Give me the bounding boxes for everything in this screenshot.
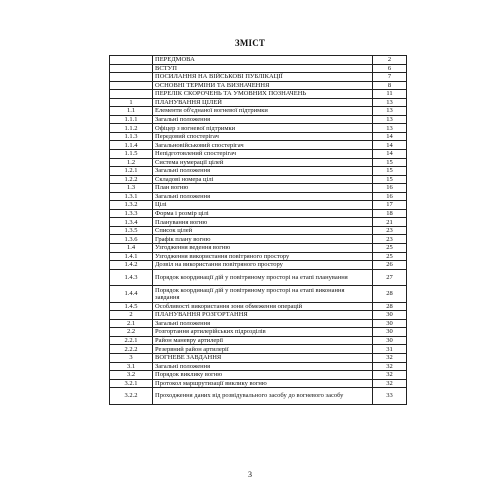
toc-page-number: 32 — [373, 379, 407, 388]
toc-page-number: 30 — [373, 311, 407, 320]
toc-row — [110, 269, 407, 286]
toc-section-number: 2.2 — [110, 328, 153, 337]
toc-row — [110, 252, 407, 261]
table-of-contents — [109, 55, 407, 405]
toc-section-title: Форма і розмір цілі — [153, 209, 373, 218]
toc-page-number: 2 — [373, 56, 407, 65]
toc-section-title: Загальні положення — [153, 192, 373, 201]
toc-page-number: 32 — [373, 362, 407, 371]
toc-section-number: 1.1.1 — [110, 115, 153, 124]
toc-page-number: 28 — [373, 302, 407, 311]
toc-row — [110, 345, 407, 354]
toc-section-number: 1.1 — [110, 107, 153, 116]
toc-section-title: План вогню — [153, 184, 373, 193]
toc-row — [110, 64, 407, 73]
toc-row — [110, 311, 407, 320]
toc-row — [110, 302, 407, 311]
toc-page-number: 15 — [373, 167, 407, 176]
toc-row — [110, 336, 407, 345]
toc-body — [110, 56, 407, 405]
toc-page-number: 7 — [373, 73, 407, 82]
toc-row — [110, 388, 407, 405]
toc-section-title: Загальновійськовий спостерігач — [153, 141, 373, 150]
page-title: ЗМІСТ — [234, 38, 266, 48]
toc-section-number: 1.4 — [110, 244, 153, 253]
toc-page-number: 8 — [373, 81, 407, 90]
toc-row — [110, 73, 407, 82]
toc-section-title: Загальні положення — [153, 115, 373, 124]
toc-page-number: 15 — [373, 158, 407, 167]
toc-row — [110, 56, 407, 65]
toc-section-number: 2.1 — [110, 319, 153, 328]
toc-section-title: Передовий спостерігач — [153, 132, 373, 141]
toc-row — [110, 107, 407, 116]
toc-section-number — [110, 56, 153, 65]
toc-row — [110, 115, 407, 124]
toc-row — [110, 90, 407, 99]
toc-row — [110, 362, 407, 371]
toc-section-number: 3.2.1 — [110, 379, 153, 388]
toc-row — [110, 132, 407, 141]
toc-section-number: 3.2 — [110, 371, 153, 380]
toc-section-title: Район маневру артилерії — [153, 336, 373, 345]
toc-page-number: 26 — [373, 261, 407, 270]
toc-section-title: Планування вогню — [153, 218, 373, 227]
toc-section-title: Офіцер з вогневої підтримки — [153, 124, 373, 133]
toc-section-number: 1.3.4 — [110, 218, 153, 227]
toc-section-number: 2 — [110, 311, 153, 320]
toc-row — [110, 328, 407, 337]
toc-page-number: 18 — [373, 209, 407, 218]
toc-section-title: Дозвіл на використання повітряного простору — [153, 261, 373, 270]
toc-section-number: 1.4.5 — [110, 302, 153, 311]
toc-section-title: Загальні положення — [153, 362, 373, 371]
toc-row — [110, 81, 407, 90]
toc-row — [110, 158, 407, 167]
toc-section-number: 1.2 — [110, 158, 153, 167]
toc-section-number: 1.4.2 — [110, 261, 153, 270]
toc-section-title: Узгодження ведення вогню — [153, 244, 373, 253]
toc-section-number: 1.3.5 — [110, 226, 153, 235]
toc-section-title: ПЛАНУВАННЯ ЦІЛЕЙ — [153, 98, 373, 107]
toc-row — [110, 319, 407, 328]
toc-row — [110, 209, 407, 218]
toc-section-title: Непідготовлений спостерігач — [153, 150, 373, 159]
toc-section-title: Резервний район артилерії — [153, 345, 373, 354]
toc-section-number: 1.1.2 — [110, 124, 153, 133]
toc-section-title: Порядок виклику вогню — [153, 371, 373, 380]
toc-row — [110, 175, 407, 184]
toc-section-number: 1 — [110, 98, 153, 107]
toc-page-number: 33 — [373, 388, 407, 405]
toc-page-number: 14 — [373, 141, 407, 150]
toc-page-number: 15 — [373, 175, 407, 184]
toc-section-number — [110, 81, 153, 90]
toc-section-number: 2.2.2 — [110, 345, 153, 354]
toc-section-number: 1.3 — [110, 184, 153, 193]
toc-section-title: Графік плану вогню — [153, 235, 373, 244]
toc-section-title: Загальні положення — [153, 319, 373, 328]
toc-section-title: Розгортання артилерійських підрозділів — [153, 328, 373, 337]
toc-section-number: 1.1.4 — [110, 141, 153, 150]
toc-section-title: Порядок координації дій у повітряному просторі на етапі виконання завдання — [153, 286, 373, 303]
toc-page-number: 30 — [373, 319, 407, 328]
toc-page-number: 16 — [373, 192, 407, 201]
toc-page-number: 13 — [373, 107, 407, 116]
toc-row — [110, 201, 407, 210]
toc-section-number: 1.2.2 — [110, 175, 153, 184]
toc-page-number: 23 — [373, 235, 407, 244]
toc-page-number: 30 — [373, 328, 407, 337]
toc-row — [110, 379, 407, 388]
toc-row — [110, 98, 407, 107]
toc-page-number: 11 — [373, 90, 407, 99]
toc-section-number: 1.3.3 — [110, 209, 153, 218]
toc-row — [110, 371, 407, 380]
toc-section-title: ОСНОВНІ ТЕРМІНИ ТА ВИЗНАЧЕННЯ — [153, 81, 373, 90]
toc-page-number: 30 — [373, 336, 407, 345]
toc-section-number — [110, 73, 153, 82]
toc-section-number: 3.1 — [110, 362, 153, 371]
toc-row — [110, 244, 407, 253]
toc-section-number: 3 — [110, 353, 153, 362]
toc-page-number: 25 — [373, 244, 407, 253]
toc-section-number: 2.2.1 — [110, 336, 153, 345]
toc-section-title: ПЛАНУВАННЯ РОЗГОРТАННЯ — [153, 311, 373, 320]
toc-section-number — [110, 90, 153, 99]
toc-page-number: 14 — [373, 132, 407, 141]
toc-section-title: Протокол маршрутизації виклику вогню — [153, 379, 373, 388]
toc-section-title: Список цілей — [153, 226, 373, 235]
toc-section-title: ПЕРЕЛІК СКОРОЧЕНЬ ТА УМОВНИХ ПОЗНАЧЕНЬ — [153, 90, 373, 99]
toc-section-title: Система нумерації цілей — [153, 158, 373, 167]
toc-section-number: 1.4.1 — [110, 252, 153, 261]
toc-page-number: 16 — [373, 184, 407, 193]
toc-row — [110, 286, 407, 303]
toc-row — [110, 124, 407, 133]
toc-row — [110, 218, 407, 227]
toc-section-title: Особливості використання зони обмеження операцій — [153, 302, 373, 311]
toc-page-number: 13 — [373, 115, 407, 124]
toc-page-number: 31 — [373, 345, 407, 354]
toc-section-title: ПЕРЕДМОВА — [153, 56, 373, 65]
toc-section-title: ВОГНЕВЕ ЗАВДАННЯ — [153, 353, 373, 362]
toc-row — [110, 353, 407, 362]
toc-section-title: Елементи об'єднаної вогневої підтримки — [153, 107, 373, 116]
toc-page-number: 25 — [373, 252, 407, 261]
toc-page-number: 32 — [373, 371, 407, 380]
toc-row — [110, 167, 407, 176]
toc-section-number: 1.1.5 — [110, 150, 153, 159]
toc-row — [110, 184, 407, 193]
toc-row — [110, 150, 407, 159]
toc-section-title: Складові номера цілі — [153, 175, 373, 184]
toc-section-number: 1.4.3 — [110, 269, 153, 286]
toc-section-number: 1.3.1 — [110, 192, 153, 201]
toc-row — [110, 261, 407, 270]
toc-section-title: Порядок координації дій у повітряному просторі на етапі планування — [153, 269, 373, 286]
toc-section-title: ВСТУП — [153, 64, 373, 73]
toc-section-number: 1.3.2 — [110, 201, 153, 210]
toc-page-number: 27 — [373, 269, 407, 286]
page-number: 3 — [248, 470, 252, 479]
toc-row — [110, 141, 407, 150]
toc-section-title: Цілі — [153, 201, 373, 210]
toc-section-title: ПОСИЛАННЯ НА ВІЙСЬКОВІ ПУБЛІКАЦІЇ — [153, 73, 373, 82]
toc-section-title: Узгодження використання повітряного простору — [153, 252, 373, 261]
toc-page-number: 17 — [373, 201, 407, 210]
toc-page-number: 13 — [373, 98, 407, 107]
toc-section-title: Загальні положення — [153, 167, 373, 176]
toc-section-number: 3.2.2 — [110, 388, 153, 405]
toc-section-title: Проходження даних від розвідувального засобу до вогневого засобу — [153, 388, 373, 405]
toc-page-number: 23 — [373, 226, 407, 235]
toc-page-number: 32 — [373, 353, 407, 362]
toc-row — [110, 235, 407, 244]
toc-section-number: 1.2.1 — [110, 167, 153, 176]
toc-page-number: 28 — [373, 286, 407, 303]
toc-page-number: 13 — [373, 124, 407, 133]
toc-page-number: 6 — [373, 64, 407, 73]
toc-page-number: 21 — [373, 218, 407, 227]
toc-section-number: 1.1.3 — [110, 132, 153, 141]
toc-row — [110, 226, 407, 235]
toc-row — [110, 192, 407, 201]
toc-section-number: 1.4.4 — [110, 286, 153, 303]
toc-section-number — [110, 64, 153, 73]
toc-page-number: 14 — [373, 150, 407, 159]
toc-section-number: 1.3.6 — [110, 235, 153, 244]
